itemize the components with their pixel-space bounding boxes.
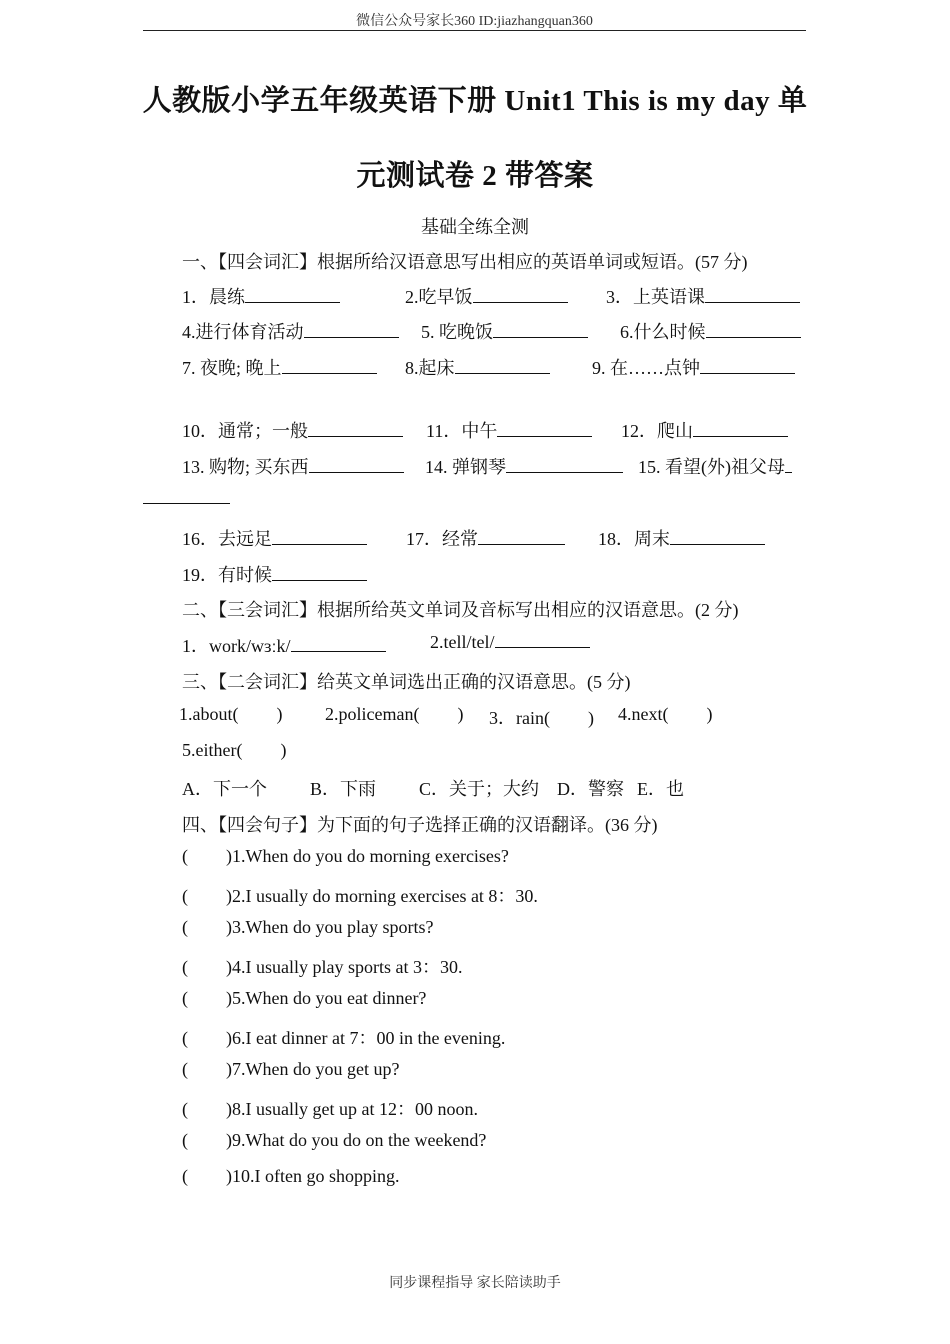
section4-heading: 四、【四会句子】为下面的句子选择正确的汉语翻译。(36 分) xyxy=(182,815,658,835)
match-item-1: 1.about( ) xyxy=(179,704,283,724)
sentence-item-5: ( )5.When do you eat dinner? xyxy=(182,988,427,1008)
page-header: 微信公众号家长360 ID:jiazhangquan360 xyxy=(356,14,593,29)
section1-heading: 一、【四会词汇】根据所给汉语意思写出相应的英语单词或短语。(57 分) xyxy=(182,252,748,272)
sentence-item-1: ( )1.When do you do morning exercises? xyxy=(182,846,509,866)
sentence-item-7: ( )7.When do you get up? xyxy=(182,1059,400,1079)
match-item-3: 3．rain( ) xyxy=(489,708,594,728)
option-c: C．关于；大约 xyxy=(419,779,540,799)
title-line-1: 人教版小学五年级英语下册 Unit1 This is my day 单 xyxy=(142,85,808,117)
title-line-2: 元测试卷 2 带答案 xyxy=(356,160,594,192)
header-divider xyxy=(143,30,806,31)
option-b: B．下雨 xyxy=(310,779,377,799)
vocab-item-2: 2.吃早饭 xyxy=(405,283,568,309)
vocab-item-8: 8.起床 xyxy=(405,354,550,380)
vocab-item-18: 18．周末 xyxy=(598,525,765,551)
vocab-item-1: 1．晨练 xyxy=(182,283,340,309)
vocab-item-10: 10．通常；一般 xyxy=(182,417,403,443)
vocab-item-16: 16．去远足 xyxy=(182,525,367,551)
vocab-item-12: 12．爬山 xyxy=(621,417,788,443)
page-footer: 同步课程指导 家长陪读助手 xyxy=(389,1276,561,1291)
vocab-item-3: 3．上英语课 xyxy=(606,283,800,309)
match-item-2: 2.policeman( ) xyxy=(325,704,464,724)
sentence-item-9: ( )9.What do you do on the weekend? xyxy=(182,1130,487,1150)
option-d: D．警察 xyxy=(557,779,624,799)
match-item-5: 5.either( ) xyxy=(182,740,287,760)
vocab-item-15-continuation xyxy=(143,488,230,509)
option-e: E．也 xyxy=(637,779,684,799)
vocab-item-5: 5. 吃晚饭 xyxy=(421,318,588,344)
sentence-item-6: ( )6.I eat dinner at 7：00 in the evening. xyxy=(182,1028,506,1048)
section2-heading: 二、【三会词汇】根据所给英文单词及音标写出相应的汉语意思。(2 分) xyxy=(182,600,739,620)
vocab-item-15: 15. 看望(外)祖父母 xyxy=(638,453,792,479)
vocab-item-4: 4.进行体育活动 xyxy=(182,318,399,344)
meaning-item-2: 2.tell/tel/ xyxy=(430,632,590,653)
vocab-item-14: 14. 弹钢琴 xyxy=(425,453,623,479)
sentence-item-2: ( )2.I usually do morning exercises at 8：30. xyxy=(182,886,538,906)
section3-heading: 三、【二会词汇】给英文单词选出正确的汉语意思。(5 分) xyxy=(182,672,631,692)
vocab-item-19: 19．有时候 xyxy=(182,561,367,587)
vocab-item-9: 9. 在……点钟 xyxy=(592,354,795,380)
sentence-item-3: ( )3.When do you play sports? xyxy=(182,917,434,937)
vocab-item-6: 6.什么时候 xyxy=(620,318,801,344)
vocab-item-17: 17．经常 xyxy=(406,525,565,551)
match-item-4: 4.next( ) xyxy=(618,704,713,724)
sentence-item-8: ( )8.I usually get up at 12：00 noon. xyxy=(182,1099,478,1119)
sentence-item-10: ( )10.I often go shopping. xyxy=(182,1166,400,1186)
vocab-item-7: 7. 夜晚; 晚上 xyxy=(182,354,377,380)
subtitle: 基础全练全测 xyxy=(421,217,529,237)
sentence-item-4: ( )4.I usually play sports at 3：30. xyxy=(182,957,463,977)
option-a: A．下一个 xyxy=(182,779,267,799)
meaning-item-1: 1．work/wɜːk/ xyxy=(182,632,386,658)
vocab-item-11: 11．中午 xyxy=(426,417,592,443)
vocab-item-13: 13. 购物; 买东西 xyxy=(182,453,404,479)
